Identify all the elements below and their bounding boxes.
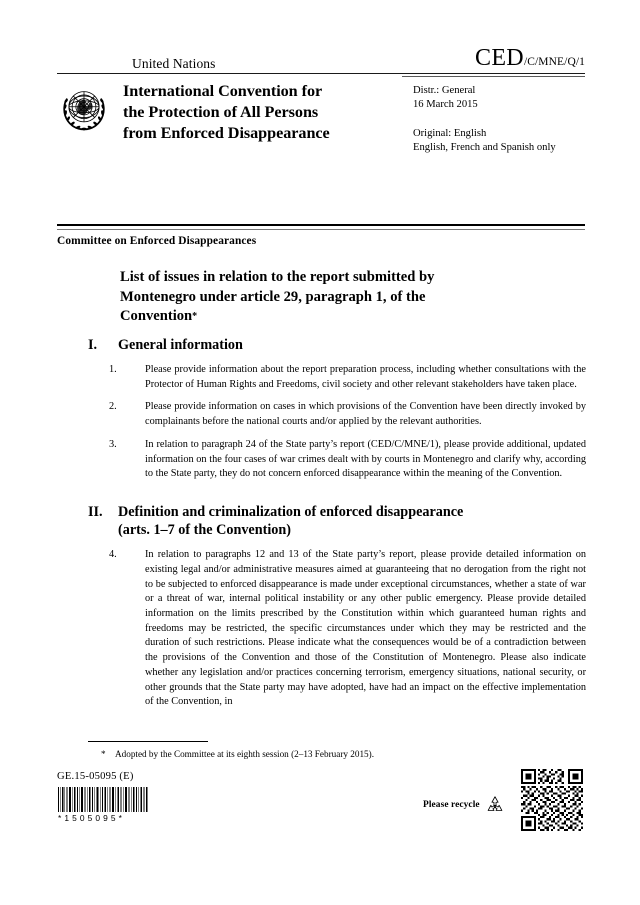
paragraph-3 bbox=[109, 438, 586, 482]
page-title-line-3: Convention bbox=[120, 308, 193, 325]
paragraph-text-4: In relation to paragraphs 12 and 13 of the State party’s report, please provide detailed information on existing legal and/or administrative measures aimed at guaranteeing that no derogation from the right not to be subjected to enforced disappearance is made under exceptional circumstances, whether a state of war or a threat of war, internal political instability or any other public emergency. Please provide detailed information on the limits prescribed by the Constitution within which guaranteed human rights and freedoms may be restricted, the specific circumstances under which they may be restricted and the duration of such restrictions. Please indicate what the consequences would be of a contradiction between the provisions of the Convention and those of the Constitution of Montenegro. Please also indicate whether any legislation and/or practices concerning terrorism, emergency situations, national security, or other grounds that the State party may have adopted, have had an impact on the effective implementation of the Convention, in bbox=[145, 549, 586, 708]
masthead-top-row bbox=[57, 45, 585, 71]
organization-name: United Nations bbox=[132, 55, 216, 71]
document-symbol bbox=[475, 46, 585, 70]
section-title-2 bbox=[118, 503, 585, 539]
paragraph-2 bbox=[109, 400, 586, 429]
original-language-line: Original: English bbox=[413, 128, 487, 140]
distribution-line: Distr.: General bbox=[413, 85, 476, 96]
paragraph-1 bbox=[109, 363, 586, 392]
section-title-2-line-1: Definition and criminalization of enforced disappearance bbox=[118, 504, 464, 521]
recycle-icon bbox=[484, 794, 506, 816]
masthead-rule-secondary bbox=[402, 76, 585, 77]
recycle-notice bbox=[423, 794, 506, 816]
paragraph-number-3: 3. bbox=[109, 438, 117, 450]
barcode-digits: *1505095* bbox=[58, 813, 126, 823]
masthead-body bbox=[57, 81, 585, 155]
section-numeral-2: II. bbox=[88, 504, 103, 521]
paragraph-number-4: 4. bbox=[109, 549, 117, 561]
page-title-line-2: Montenegro under article 29, paragraph 1, of the bbox=[120, 288, 426, 305]
recycle-label: Please recycle bbox=[423, 800, 480, 810]
committee-rule bbox=[57, 224, 585, 226]
barcode bbox=[57, 787, 149, 812]
languages-line: English, French and Spanish only bbox=[413, 142, 556, 154]
document-body bbox=[88, 336, 585, 718]
un-emblem bbox=[57, 83, 111, 137]
committee-rule-hairline bbox=[57, 229, 585, 230]
section-title-2-line-2: (arts. 1–7 of the Convention) bbox=[118, 522, 291, 539]
page-title bbox=[120, 268, 520, 327]
footnote bbox=[101, 748, 374, 761]
section-numeral-1: I. bbox=[88, 337, 98, 353]
footnote-text: Adopted by the Committee at its eighth session (2–13 February 2015). bbox=[115, 749, 374, 759]
convention-title-line-2: the Protection of All Persons bbox=[123, 103, 319, 122]
page-title-line-1: List of issues in relation to the report submitted by bbox=[120, 269, 435, 285]
paragraph-text-2: Please provide information on cases in which provisions of the Convention have been directly invoked by complainants before the national courts and/or applied by the relevant authorities. bbox=[145, 401, 586, 428]
convention-title-line-1: International Convention for bbox=[123, 82, 323, 100]
paragraph-text-3: In relation to paragraph 24 of the State party’s report (CED/C/MNE/1), please provide additional, updated information on the four cases of war crimes dealt with by courts in Montenegro and clarify why, according to the State party, they do not concern enforced disappearance within the meaning of the Convention. bbox=[145, 438, 586, 480]
document-symbol-main: CED bbox=[475, 45, 524, 71]
paragraph-4 bbox=[109, 548, 586, 710]
title-footnote-marker: * bbox=[192, 311, 198, 323]
committee-name: Committee on Enforced Disappearances bbox=[57, 235, 257, 247]
paragraph-text-1: Please provide information about the report preparation process, including whether consultations with the Protector of Human Rights and Freedoms, civil society and other relevant stakeholders have taken place. bbox=[145, 364, 586, 390]
footnote-separator bbox=[88, 741, 208, 742]
date-line: 16 March 2015 bbox=[413, 99, 478, 111]
masthead-rule bbox=[57, 73, 585, 74]
convention-title-line-3: from Enforced Disappearance bbox=[123, 124, 330, 143]
qr-code bbox=[521, 769, 583, 831]
ge-document-code: GE.15-05095 (E) bbox=[57, 771, 134, 782]
document-symbol-sub: /C/MNE/Q/1 bbox=[523, 56, 585, 68]
convention-title bbox=[123, 81, 413, 155]
section-heading-2 bbox=[88, 503, 585, 539]
masthead bbox=[57, 45, 585, 155]
paragraph-number-1: 1. bbox=[109, 364, 117, 376]
un-emblem-container bbox=[57, 81, 123, 155]
section-heading-1 bbox=[88, 336, 585, 354]
section-title-1: General information bbox=[118, 337, 243, 353]
paragraph-number-2: 2. bbox=[109, 401, 117, 413]
barcode-container bbox=[57, 787, 149, 823]
document-metadata bbox=[413, 81, 585, 155]
footnote-marker: * bbox=[101, 749, 106, 759]
